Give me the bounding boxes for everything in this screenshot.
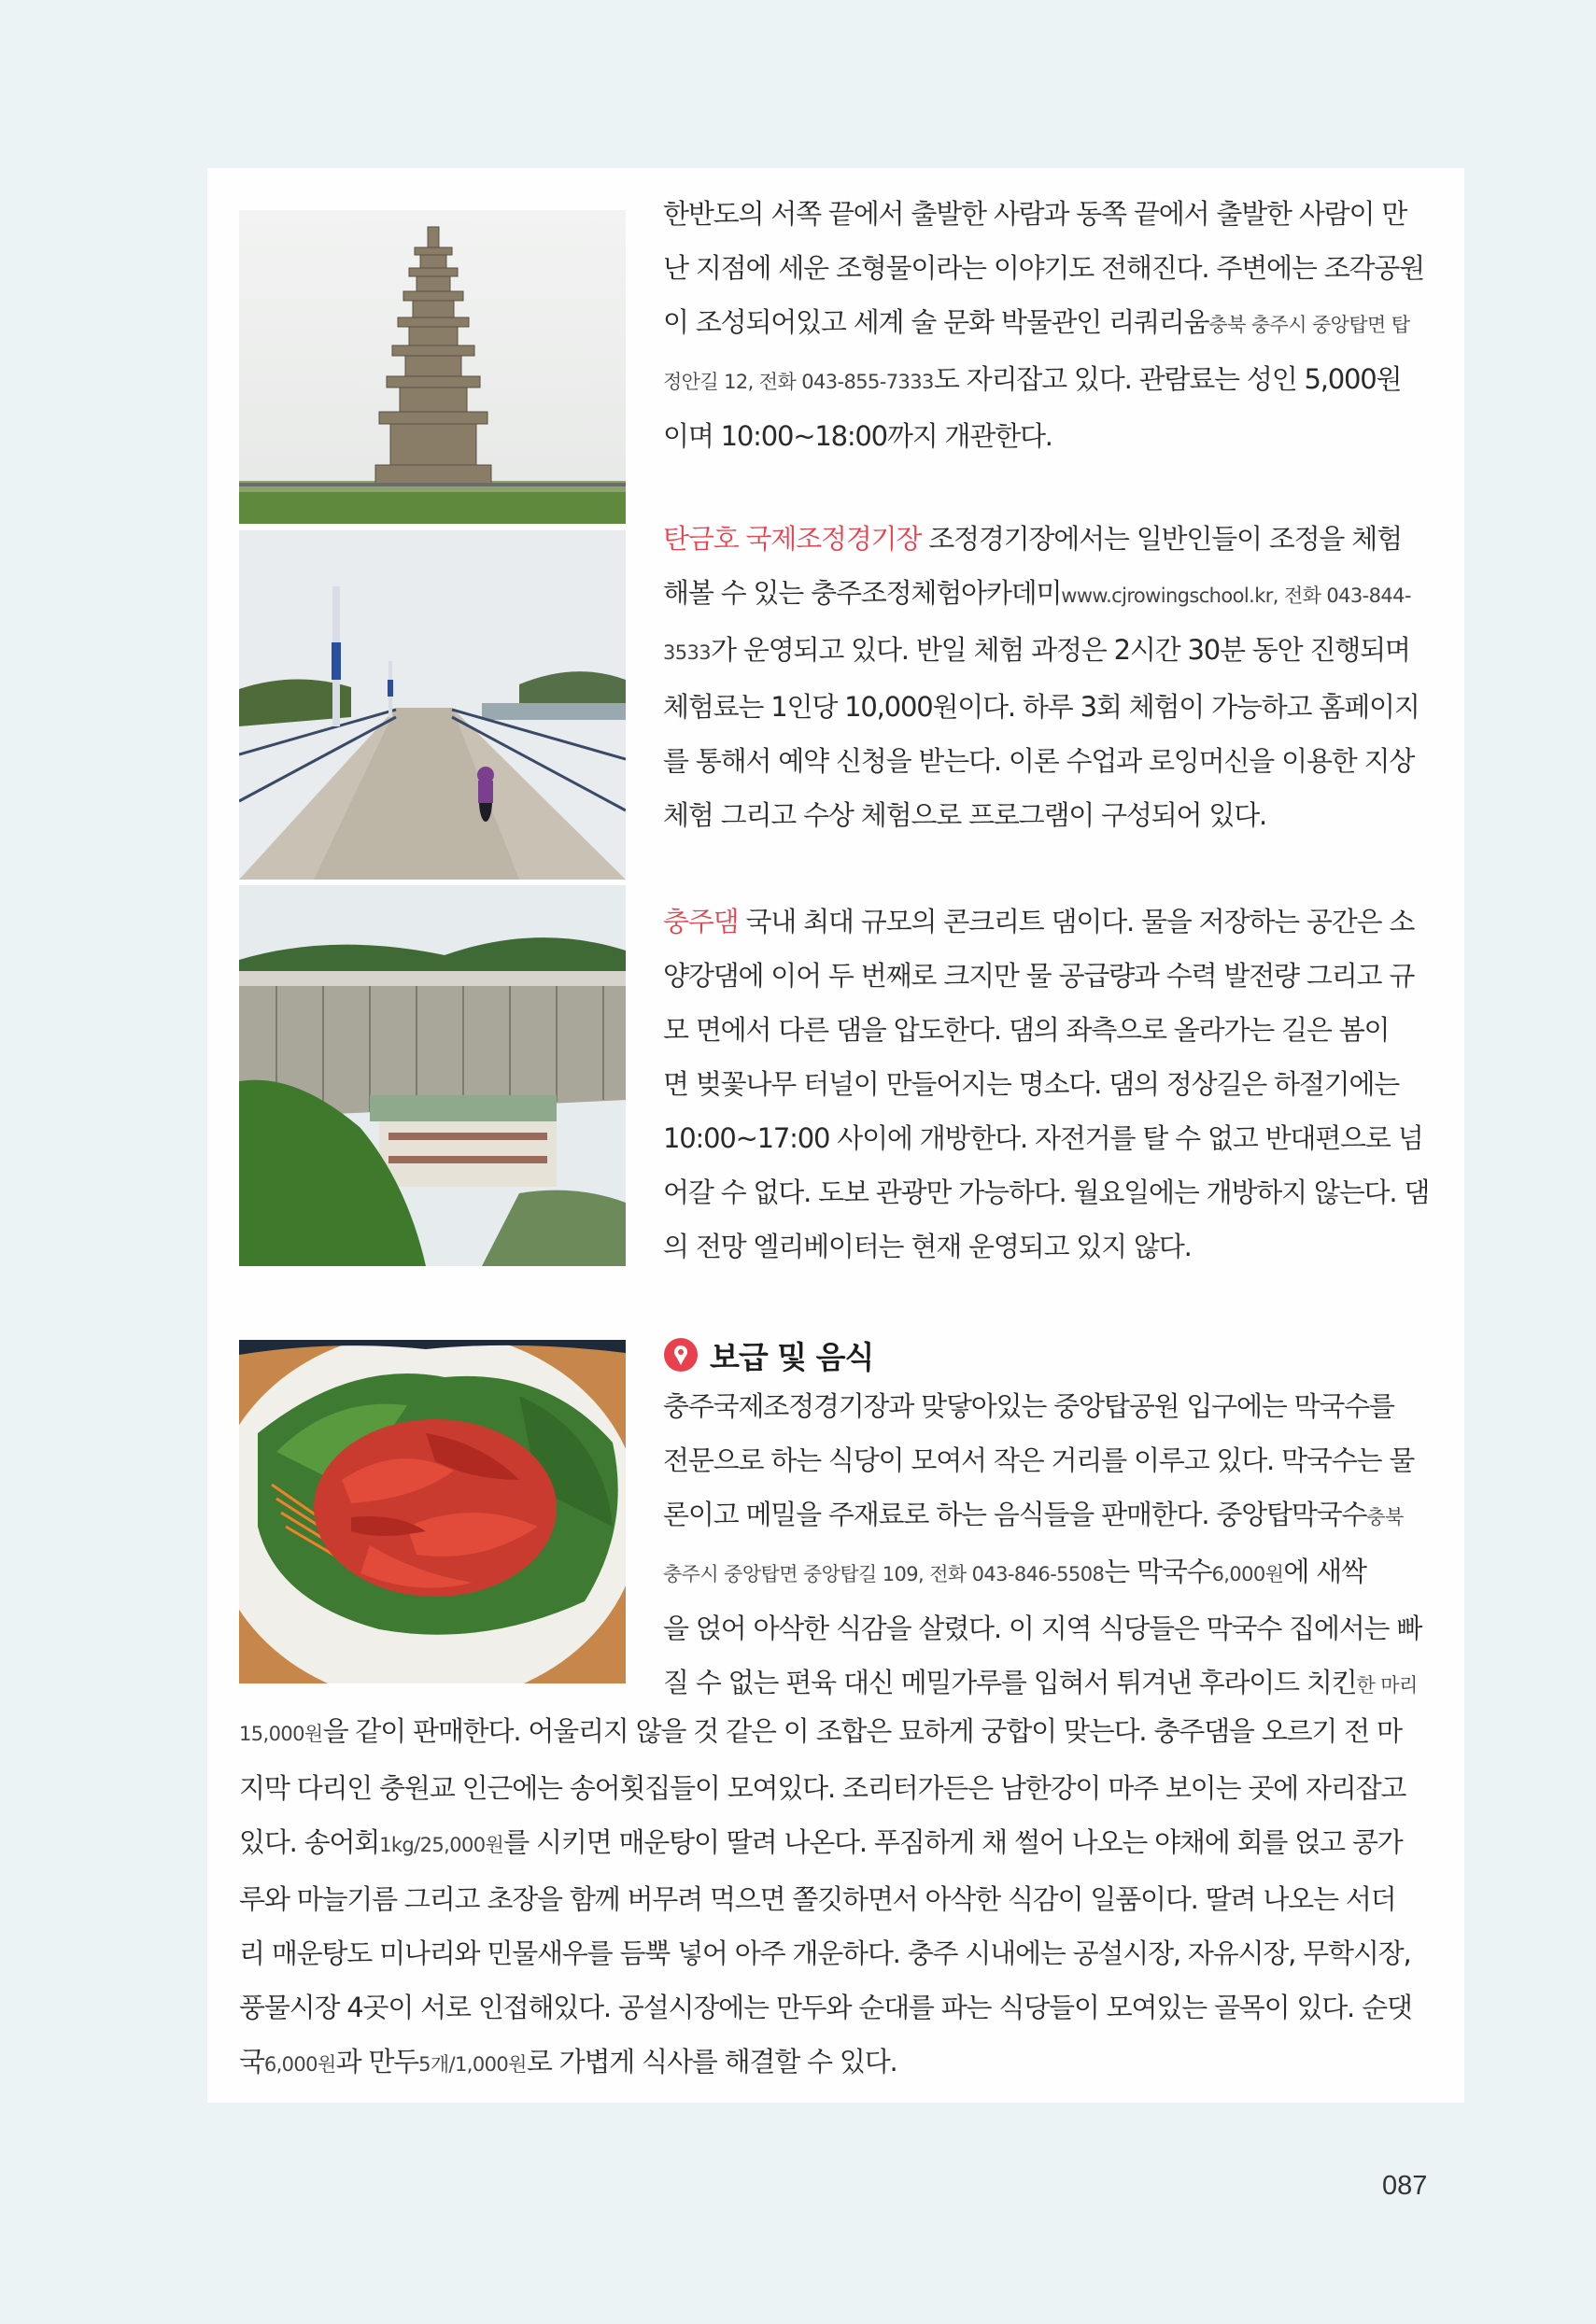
text-line: 10:00~17:00 사이에 개방한다. 자전거를 탈 수 없고 반대편으로 넘 (663, 1122, 1423, 1154)
price-note: 6,000원 (1211, 1563, 1284, 1585)
text-span: 로 가볍게 식사를 해결할 수 있다. (526, 2046, 897, 2078)
text-line: 면 벚꽃나무 터널이 만들어지는 명소다. 댐의 정상길은 하절기에는 (663, 1068, 1400, 1100)
text-span: 질 수 없는 편육 대신 메밀가루를 입혀서 튀겨낸 후라이드 치킨 (663, 1667, 1357, 1698)
address-note: 충북 (1366, 1506, 1404, 1528)
text-line: 리 매운탕도 미나리와 민물새우를 듬뿍 넣어 아주 개운하다. 충주 시내에는 공설시장, 자유시장, 무학시장, (239, 1937, 1411, 1969)
text-line (663, 352, 1424, 409)
address-note: 정안길 12, 전화 043-855-7333 (663, 371, 934, 393)
section-title-dam: 충주댐 (663, 906, 739, 937)
dam-paragraph (663, 894, 1429, 1274)
text-line: 의 전망 엘리베이터는 현재 운영되고 있지 않다. (663, 1231, 1192, 1262)
text-line: 이며 10:00~18:00까지 개관한다. (663, 420, 1052, 452)
contact-note: www.cjrowingschool.kr, 전화 043-844- (1061, 585, 1411, 607)
text-span: 국 (239, 2046, 264, 2078)
food-paragraph-bottom (239, 1704, 1444, 2092)
food-paragraph-top (663, 1379, 1421, 1712)
text-line (239, 1815, 1444, 1872)
text-span: 는 막국수 (1104, 1556, 1212, 1587)
text-span: 국내 최대 규모의 콘크리트 댐이다. 물을 저장하는 공간은 소 (738, 906, 1415, 937)
text-line (663, 566, 1419, 623)
text-line (663, 623, 1419, 680)
text-line: 풍물시장 4곳이 서로 인접해있다. 공설시장에는 만두와 순대를 파는 식당들이 모여있는 골목이 있다. 순댓 (239, 1992, 1412, 2023)
text-line: 지막 다리인 충원교 인근에는 송어횟집들이 모여있다. 조리터가든은 남한강이 마주 보이는 곳에 자리잡고 (239, 1772, 1406, 1804)
rowing-venue-photo (239, 530, 626, 880)
text-line (663, 295, 1424, 352)
pagoda-paragraph (663, 187, 1424, 463)
text-span: 가 운영되고 있다. 반일 체험 과정은 2시간 30분 동안 진행되며 (711, 634, 1410, 666)
price-note: 6,000원 (263, 2053, 336, 2076)
text-span: 에 새싹 (1283, 1556, 1366, 1587)
text-line (663, 1544, 1421, 1601)
text-span: 을 같이 판매한다. 어울리지 않을 것 같은 이 조합은 묘하게 궁합이 맞는다. 충주댐을 오르기 전 마 (322, 1715, 1402, 1747)
text-line: 전문으로 하는 식당이 모여서 작은 거리를 이루고 있다. 막국수는 물 (663, 1444, 1415, 1476)
text-span: 론이고 메밀을 주재료로 하는 음식들을 판매한다. 중앙탑막국수 (663, 1499, 1367, 1530)
price-note: 1kg/25,000원 (379, 1834, 504, 1856)
food-heading (663, 1331, 873, 1379)
pagoda-photo (239, 210, 626, 524)
text-line (663, 512, 1419, 566)
text-line: 모 면에서 다른 댐을 압도한다. 댐의 좌측으로 올라가는 길은 봄이 (663, 1014, 1390, 1046)
text-line (239, 1704, 1444, 1761)
text-line (239, 2035, 1444, 2092)
text-line: 충주국제조정경기장과 맞닿아있는 중앙탑공원 입구에는 막국수를 (663, 1390, 1394, 1422)
price-note: 5개/1,000원 (418, 2053, 527, 2076)
text-line: 루와 마늘기름 그리고 초장을 함께 버무려 먹으면 쫄깃하면서 아삭한 식감이 일품이다. 딸려 나오는 서더 (239, 1883, 1396, 1915)
text-span: 도 자리잡고 있다. 관람료는 성인 5,000원 (933, 363, 1402, 395)
text-line: 어갈 수 없다. 도보 관광만 가능하다. 월요일에는 개방하지 않는다. 댐 (663, 1176, 1430, 1208)
rowing-paragraph (663, 512, 1419, 842)
price-note: 15,000원 (239, 1723, 323, 1745)
chungju-dam-photo (239, 885, 626, 1266)
text-line (663, 894, 1429, 949)
location-pin-icon (663, 1337, 699, 1373)
text-line: 양강댐에 이어 두 번째로 크지만 물 공급량과 수력 발전량 그리고 규 (663, 960, 1415, 992)
text-line: 체험료는 1인당 10,000원이다. 하루 3회 체험이 가능하고 홈페이지 (663, 691, 1419, 723)
food-heading-label: 보급 및 음식 (710, 1338, 874, 1375)
text-span: 조정경기장에서는 일반인들이 조정을 체험 (921, 523, 1402, 555)
contact-note: 3533 (663, 641, 712, 664)
address-note: 충주시 중앙탑면 중앙탑길 109, 전화 043-846-5508 (663, 1563, 1105, 1585)
page-number: 087 (1382, 2171, 1428, 2201)
text-span: 이 조성되어있고 세계 술 문화 박물관인 리쿼리움 (663, 306, 1209, 338)
address-note: 충북 충주시 중앙탑면 탑 (1208, 314, 1410, 336)
text-line (663, 241, 1424, 295)
text-line: 를 통해서 예약 신청을 받는다. 이론 수업과 로잉머신을 이용한 지상 (663, 745, 1415, 777)
text-line: 체험 그리고 수상 체험으로 프로그램이 구성되어 있다. (663, 799, 1267, 831)
text-line: 을 얹어 아삭한 식감을 살렸다. 이 지역 식당들은 막국수 집에서는 빠 (663, 1613, 1422, 1644)
text-span: 과 만두 (335, 2046, 419, 2078)
section-title-rowing: 탄금호 국제조정경기장 (663, 523, 922, 555)
text-line: 한반도의 서쪽 끝에서 출발한 사람과 동쪽 끝에서 출발한 사람이 만 (663, 198, 1407, 230)
text-line (663, 1487, 1421, 1544)
price-note: 한 마리 (1356, 1674, 1418, 1697)
text-span: 있다. 송어회 (239, 1826, 380, 1858)
text-span: 난 지점에 세운 조형물이라는 이야기도 전해진다. 주변에는 조각공원 (663, 252, 1424, 284)
text-span: 를 시키면 매운탕이 딸려 나온다. 푸짐하게 채 썰어 나오는 야채에 회를 얹고 콩가 (503, 1826, 1403, 1858)
trout-sashimi-photo (239, 1340, 626, 1683)
text-span: 해볼 수 있는 충주조정체험아카데미 (663, 577, 1062, 609)
